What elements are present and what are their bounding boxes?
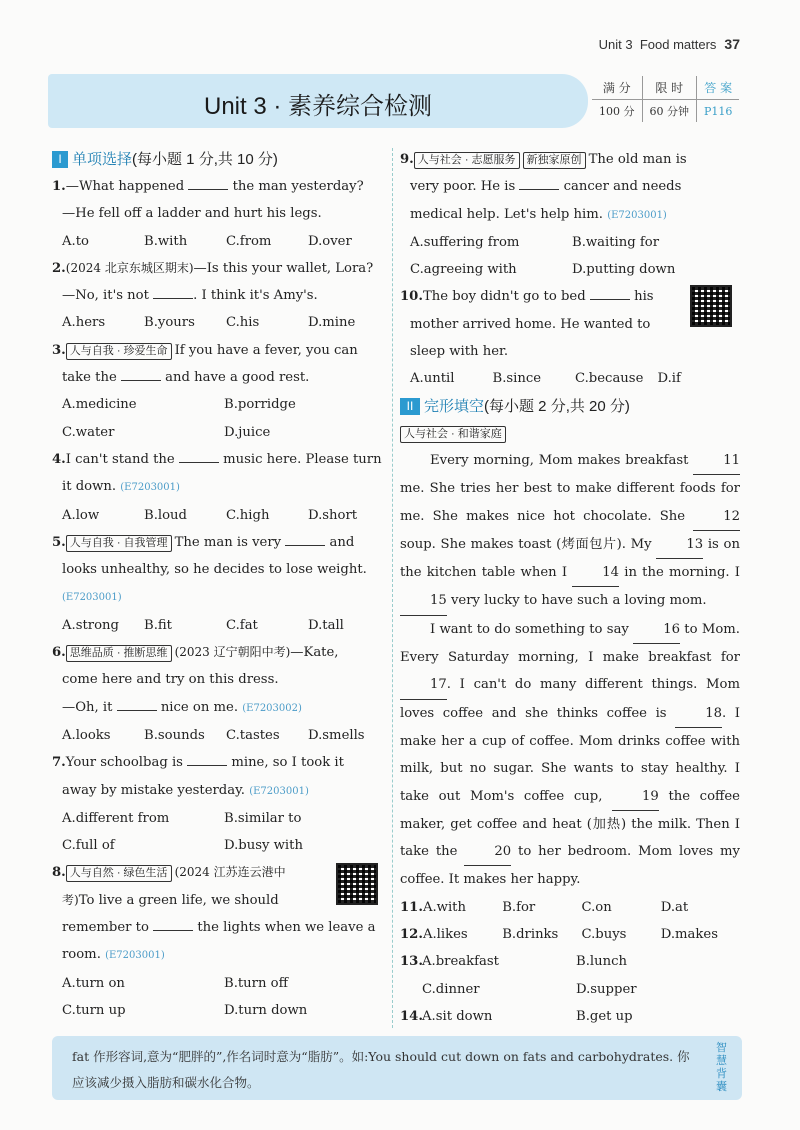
answer-blank[interactable] bbox=[121, 380, 161, 381]
question-text: If you have a fever, you can bbox=[174, 342, 358, 358]
section-1-heading bbox=[52, 146, 390, 173]
question-text: and have a good rest. bbox=[165, 370, 310, 386]
question-text: —He fell off a ladder and hurt his legs. bbox=[62, 206, 322, 222]
answer-blank[interactable] bbox=[153, 930, 193, 931]
question-text: his bbox=[634, 289, 654, 305]
question-1 bbox=[52, 173, 390, 255]
option-d[interactable]: D.makes bbox=[660, 927, 718, 943]
cloze-passage bbox=[400, 447, 740, 894]
option-a[interactable]: A.breakfast bbox=[422, 954, 499, 970]
qr-code-icon[interactable] bbox=[690, 285, 732, 327]
question-number: 2. bbox=[52, 260, 66, 276]
option-b[interactable]: B.with bbox=[144, 233, 188, 249]
question-text: Your schoolbag is bbox=[65, 755, 183, 771]
question-text: —Oh, it bbox=[62, 699, 113, 715]
question-source: (2023 辽宁朝阳中考) bbox=[174, 645, 291, 660]
tip-box bbox=[52, 1036, 742, 1100]
option-d[interactable]: D.if bbox=[657, 371, 681, 387]
topic-tag: 人与社会 · 志愿服务 bbox=[414, 152, 520, 169]
question-text: mine, so I took it bbox=[231, 755, 344, 771]
question-text: come here and try on this dress. bbox=[62, 672, 279, 688]
option-b[interactable]: B.loud bbox=[144, 507, 187, 523]
item-code: (E7203001) bbox=[120, 482, 180, 494]
cloze-option-row-13b bbox=[400, 976, 740, 1003]
question-text: The man is very bbox=[174, 534, 282, 550]
option-c[interactable]: C.water bbox=[62, 424, 115, 440]
question-3 bbox=[52, 337, 390, 446]
options bbox=[52, 391, 390, 418]
question-9 bbox=[400, 146, 740, 283]
question-4 bbox=[52, 446, 390, 529]
option-b[interactable]: B.porridge bbox=[224, 397, 296, 413]
section-1-title: 单项选择 bbox=[72, 151, 133, 168]
section-2-title: 完形填空 bbox=[424, 397, 485, 415]
question-source: (2024 北京东城区期末) bbox=[65, 260, 194, 275]
cloze-blank-12[interactable]: 12 bbox=[693, 503, 740, 531]
cloze-blank-15[interactable]: 15 bbox=[400, 587, 447, 615]
options bbox=[400, 365, 740, 392]
options bbox=[52, 228, 390, 255]
passage-text: . I can't do many different things. Mom loves coffee and she thinks coffee is bbox=[400, 677, 740, 721]
tip-text: fat 作形容词,意为“肥胖的”,作名词时意为“脂肪”。如:You should cut down on fats and carbohydrates. 你应该减少摄入脂肪和碳水化合物。 bbox=[72, 1049, 690, 1090]
topic-tag: 人与自然 · 绿色生活 bbox=[66, 865, 172, 882]
cloze-blank-17[interactable]: 17 bbox=[400, 671, 447, 699]
score-label: 满 分 bbox=[592, 76, 642, 100]
option-b[interactable]: B.turn off bbox=[224, 975, 288, 991]
option-c[interactable]: C.tastes bbox=[226, 727, 280, 743]
title-banner bbox=[48, 74, 588, 128]
question-number: 9. bbox=[400, 152, 414, 167]
option-b[interactable]: B.waiting for bbox=[572, 234, 660, 250]
option-c[interactable]: C.on bbox=[581, 899, 612, 915]
option-d[interactable]: D.smells bbox=[308, 727, 365, 743]
options bbox=[52, 970, 390, 997]
cloze-blank-14[interactable]: 14 bbox=[572, 559, 619, 587]
options bbox=[52, 805, 390, 832]
page-title: Unit 3 · 素养综合检测 bbox=[203, 93, 433, 120]
question-2 bbox=[52, 255, 390, 337]
option-d[interactable]: D.supper bbox=[576, 981, 637, 997]
cloze-blank-13[interactable]: 13 bbox=[656, 531, 703, 559]
score-value: 100 分 bbox=[592, 100, 642, 123]
question-text: The old man is bbox=[588, 152, 687, 167]
answer-blank[interactable] bbox=[153, 298, 193, 299]
cloze-option-row-13 bbox=[400, 948, 740, 975]
passage-text: . I make her a cup of coffee. Mom drinks coffee with milk, but no sugar. She wants to stay healthy. I take out Mom's coffee cup, bbox=[400, 705, 740, 804]
question-text: cancer and needs bbox=[563, 179, 682, 195]
option-d[interactable]: D.turn down bbox=[224, 1002, 308, 1018]
passage-text: very lucky to have such a loving mom. bbox=[450, 593, 707, 609]
options bbox=[52, 309, 390, 336]
question-text: it down. bbox=[62, 479, 117, 495]
passage-text: to her bedroom. Mom loves my coffee. It makes her happy. bbox=[400, 844, 741, 888]
passage-paragraph-2 bbox=[400, 616, 740, 894]
topic-tag: 人与自我 · 自我管理 bbox=[66, 535, 172, 552]
option-b[interactable]: B.for bbox=[502, 899, 536, 915]
question-7 bbox=[52, 749, 390, 859]
option-d[interactable]: D.juice bbox=[224, 424, 271, 440]
question-number: 1. bbox=[52, 179, 66, 194]
passage-text: to Mom. Every Saturday morning, I make breakfast for bbox=[400, 621, 740, 666]
question-number: 5. bbox=[52, 534, 66, 550]
topic-tag: 人与自我 · 珍爱生命 bbox=[66, 343, 172, 360]
answer-page-link[interactable]: P116 bbox=[704, 104, 733, 118]
cloze-blank-20[interactable]: 20 bbox=[464, 838, 511, 866]
question-text: music here. Please turn bbox=[223, 451, 382, 467]
option-a[interactable]: A.medicine bbox=[62, 397, 137, 413]
tip-side-label: 智慧背囊 bbox=[716, 1042, 727, 1093]
option-b[interactable]: B.sounds bbox=[144, 727, 205, 743]
question-text: very poor. He is bbox=[410, 179, 516, 195]
options bbox=[52, 502, 390, 529]
page-number: 37 bbox=[724, 36, 740, 52]
original-tag: 新独家原创 bbox=[523, 152, 586, 169]
option-c[interactable]: C.his bbox=[226, 315, 260, 331]
option-d[interactable]: D.busy with bbox=[224, 838, 303, 854]
question-number: 3. bbox=[52, 342, 66, 358]
right-column bbox=[400, 146, 740, 1030]
passage-text: soup. She makes toast (烤面包片). My bbox=[400, 536, 652, 552]
option-d[interactable]: D.mine bbox=[308, 315, 356, 331]
cloze-blank-11[interactable]: 11 bbox=[693, 447, 740, 475]
question-number: 14. bbox=[400, 1008, 423, 1024]
passage-text: Every morning, Mom makes breakfast bbox=[430, 452, 689, 468]
option-a[interactable]: A.likes bbox=[422, 927, 468, 943]
cloze-option-row-12 bbox=[400, 921, 740, 948]
question-text: the lights when we leave a bbox=[197, 920, 376, 936]
option-c[interactable]: C.because bbox=[575, 371, 644, 387]
option-b[interactable]: B.drinks bbox=[502, 927, 559, 943]
time-value: 60 分钟 bbox=[642, 100, 697, 123]
passage-paragraph-1 bbox=[400, 447, 740, 616]
answer-blank[interactable] bbox=[179, 462, 219, 463]
question-number: 7. bbox=[52, 755, 66, 771]
options bbox=[400, 256, 740, 283]
question-text: —What happened bbox=[65, 179, 185, 194]
question-text: room. bbox=[62, 947, 101, 963]
option-c[interactable]: C.fat bbox=[226, 617, 258, 633]
cloze-options bbox=[400, 894, 740, 1030]
section-2-badge: II bbox=[400, 398, 420, 415]
option-c[interactable]: C.from bbox=[226, 233, 272, 249]
question-text: To live a green life, we should bbox=[78, 892, 279, 908]
options bbox=[52, 997, 390, 1024]
option-a[interactable]: A.with bbox=[422, 899, 466, 915]
qr-code-icon[interactable] bbox=[336, 863, 378, 905]
answer-blank[interactable] bbox=[519, 189, 559, 190]
cloze-blank-18[interactable]: 18 bbox=[675, 700, 722, 728]
question-text: take the bbox=[62, 370, 117, 386]
question-text: medical help. Let's help him. bbox=[410, 206, 603, 222]
cloze-blank-19[interactable]: 19 bbox=[612, 783, 659, 811]
answer-blank[interactable] bbox=[285, 545, 325, 546]
answer-label: 答 案 bbox=[697, 76, 740, 100]
option-a[interactable]: A.low bbox=[62, 507, 100, 523]
question-number: 11. bbox=[400, 899, 423, 915]
options bbox=[400, 229, 740, 256]
option-a[interactable]: A.suffering from bbox=[410, 234, 520, 250]
score-box bbox=[592, 76, 739, 122]
option-b[interactable]: B.yours bbox=[144, 315, 195, 331]
option-b[interactable]: B.fit bbox=[144, 617, 172, 633]
section-2-points: (每小题 2 分,共 20 分) bbox=[484, 397, 630, 415]
option-b[interactable]: B.lunch bbox=[576, 954, 627, 970]
option-b[interactable]: B.since bbox=[492, 371, 542, 387]
left-column bbox=[52, 146, 390, 1024]
question-text: nice on me. bbox=[160, 699, 239, 715]
question-text: the man yesterday? bbox=[232, 179, 364, 194]
question-text: sleep with her. bbox=[410, 344, 509, 360]
option-a[interactable]: A.sit down bbox=[422, 1008, 493, 1024]
option-a[interactable]: A.hers bbox=[62, 315, 106, 331]
question-number: 8. bbox=[52, 865, 66, 881]
topic-tag: 思维品质 · 推断思维 bbox=[66, 645, 172, 662]
option-c[interactable]: C.full of bbox=[62, 838, 115, 854]
option-c[interactable]: C.buys bbox=[581, 927, 627, 943]
item-code: (E7203001) bbox=[105, 950, 165, 962]
item-code: (E7203001) bbox=[62, 592, 122, 604]
topic-label: Food matters bbox=[639, 37, 717, 52]
time-label: 限 时 bbox=[642, 76, 697, 100]
option-c[interactable]: C.agreeing with bbox=[410, 262, 517, 278]
question-text: —Is this your wallet, Lora? bbox=[193, 260, 374, 276]
option-a[interactable]: A.strong bbox=[62, 617, 119, 633]
option-d[interactable]: D.putting down bbox=[572, 262, 676, 278]
question-text: The boy didn't go to bed bbox=[422, 289, 586, 305]
option-a[interactable]: A.to bbox=[62, 233, 89, 249]
option-a[interactable]: A.until bbox=[410, 371, 455, 387]
passage-text: the coffee maker, get coffee and heat (加热) the milk. Then I take the bbox=[400, 788, 740, 860]
question-source: (2024 江苏连云港中 bbox=[174, 865, 286, 880]
option-d[interactable]: D.tall bbox=[308, 617, 344, 633]
question-text: remember to bbox=[62, 920, 149, 936]
question-number: 13. bbox=[400, 954, 423, 970]
answer-blank[interactable] bbox=[187, 765, 227, 766]
question-text: —No, it's not bbox=[62, 288, 149, 304]
passage-text: in the morning. I bbox=[624, 565, 740, 581]
question-text: away by mistake yesterday. bbox=[62, 782, 246, 798]
item-code: (E7203001) bbox=[607, 209, 667, 221]
question-text: I can't stand the bbox=[65, 451, 175, 467]
option-d[interactable]: D.short bbox=[308, 507, 358, 523]
question-number: 10. bbox=[400, 289, 423, 305]
column-divider bbox=[392, 148, 393, 1028]
running-header bbox=[599, 36, 740, 52]
option-a[interactable]: A.looks bbox=[62, 727, 111, 743]
question-text: looks unhealthy, so he decides to lose weight. bbox=[62, 562, 367, 578]
question-number: 12. bbox=[400, 927, 423, 943]
question-10 bbox=[400, 283, 740, 392]
options bbox=[52, 722, 390, 749]
section-1-points: (每小题 1 分,共 10 分) bbox=[132, 151, 278, 168]
passage-text: me. She tries her best to make different foods for me. She makes nice hot chocolate. She bbox=[400, 481, 740, 524]
question-number: 4. bbox=[52, 451, 66, 467]
options bbox=[52, 832, 390, 859]
unit-label: Unit 3 bbox=[598, 37, 633, 52]
answer-blank[interactable] bbox=[117, 710, 157, 711]
question-6 bbox=[52, 639, 390, 749]
passage-text: I want to do something to say bbox=[430, 621, 629, 637]
item-code: (E7203001) bbox=[249, 785, 309, 797]
option-d[interactable]: D.at bbox=[660, 899, 689, 915]
question-8 bbox=[52, 859, 390, 1024]
question-number: 6. bbox=[52, 645, 66, 661]
question-text: and bbox=[329, 534, 355, 550]
option-d[interactable]: D.over bbox=[308, 233, 352, 249]
section-2-heading bbox=[400, 393, 740, 420]
option-c[interactable]: C.high bbox=[226, 507, 270, 523]
question-5 bbox=[52, 529, 390, 639]
answer-blank[interactable] bbox=[590, 299, 630, 300]
passage-text: is on the kitchen table when I bbox=[400, 536, 740, 581]
question-source: 考) bbox=[62, 892, 79, 907]
question-text: —Kate, bbox=[290, 645, 339, 661]
question-text: mother arrived home. He wanted to bbox=[410, 316, 651, 332]
option-b[interactable]: B.similar to bbox=[224, 810, 302, 826]
cloze-option-row-11 bbox=[400, 894, 740, 921]
section-2-topic-tag: 人与社会 · 和谐家庭 bbox=[400, 426, 506, 443]
option-a[interactable]: A.different from bbox=[62, 810, 170, 826]
option-c[interactable]: C.dinner bbox=[422, 981, 480, 997]
answer-blank[interactable] bbox=[188, 189, 228, 190]
item-code: (E7203002) bbox=[242, 702, 302, 714]
question-text: . I think it's Amy's. bbox=[193, 288, 318, 304]
options bbox=[52, 419, 390, 446]
section-1-badge: I bbox=[52, 151, 68, 168]
options bbox=[52, 612, 390, 639]
option-a[interactable]: A.turn on bbox=[62, 975, 125, 991]
cloze-option-row-14 bbox=[400, 1003, 740, 1030]
option-b[interactable]: B.get up bbox=[576, 1008, 633, 1024]
option-c[interactable]: C.turn up bbox=[62, 1002, 126, 1018]
cloze-blank-16[interactable]: 16 bbox=[633, 616, 680, 644]
